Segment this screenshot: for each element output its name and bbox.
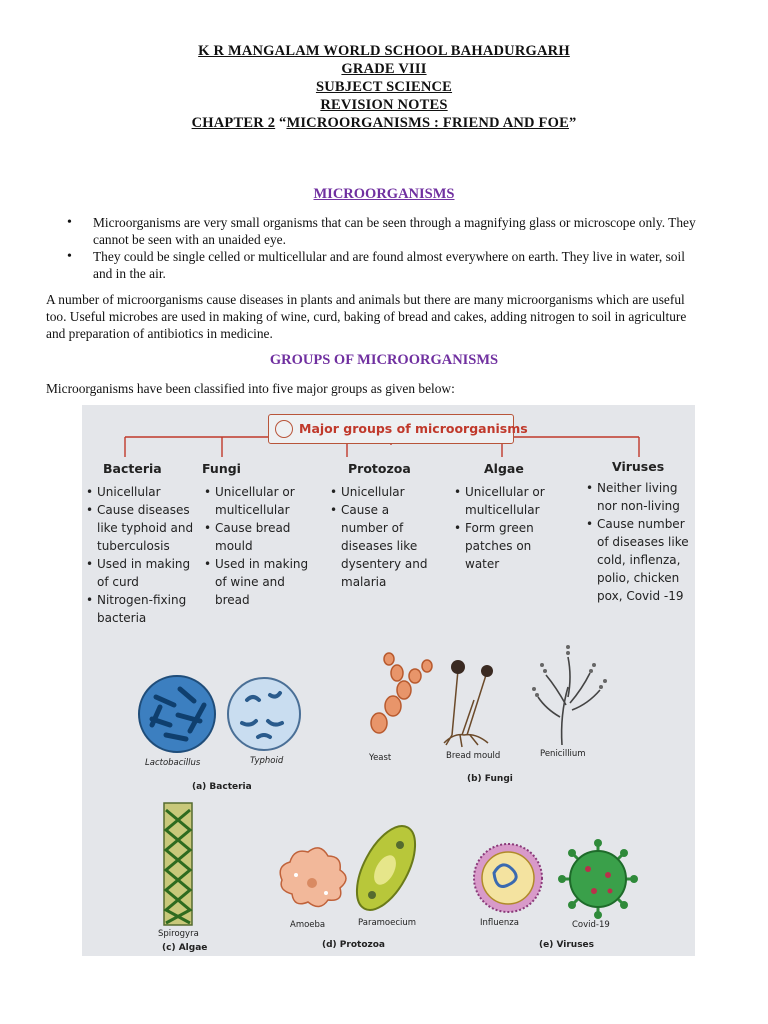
caption-bread-mould: Bread mould	[446, 751, 501, 761]
covid-illustration	[558, 839, 638, 919]
subcaption-viruses: (e) Viruses	[539, 940, 595, 950]
influenza-illustration	[474, 844, 542, 912]
group-item: • Unicellular or multicellular	[204, 483, 316, 519]
group-item: • Unicellular or multicellular	[454, 483, 566, 519]
caption-penicillium: Penicillium	[540, 749, 586, 759]
section-title-microorganisms: MICROORGANISMS	[313, 186, 455, 202]
yeast-illustration	[371, 653, 432, 733]
section-title-groups: GROUPS OF MICROORGANISMS	[269, 352, 499, 368]
group-item: • Used in making of curd	[86, 555, 198, 591]
subcaption-fungi: (b) Fungi	[467, 774, 513, 784]
group-list-viruses	[586, 479, 692, 605]
spirogyra-illustration	[164, 803, 192, 925]
group-list-bacteria	[86, 483, 198, 627]
group-name-bacteria: Bacteria	[103, 461, 162, 476]
chapter-quote-open: “	[275, 115, 287, 131]
figure-title-box	[268, 414, 528, 444]
bullet-list	[66, 214, 706, 282]
group-item: • Cause bread mould	[204, 519, 316, 555]
document-header	[0, 42, 768, 132]
group-name-fungi: Fungi	[202, 461, 241, 476]
groups-figure	[82, 405, 695, 956]
chapter-line	[0, 114, 768, 132]
magnifier-icon	[275, 420, 293, 438]
group-item: • Cause a number of diseases like dysentery and malaria	[330, 501, 438, 591]
caption-yeast: Yeast	[369, 753, 392, 763]
bullet-item: • Microorganisms are very small organisms that can be seen through a magnifying glass or microscope only. They cannot be seen with an unaided eye.	[66, 214, 706, 248]
subcaption-protozoa: (d) Protozoa	[322, 940, 385, 950]
chapter-title: MICROORGANISMS : FRIEND AND FOE	[286, 115, 569, 131]
lactobacillus-illustration	[139, 676, 215, 752]
typhoid-illustration	[228, 678, 300, 750]
school-name: K R MANGALAM WORLD SCHOOL BAHADURGARH	[198, 43, 570, 59]
intro-paragraph: Microorganisms have been classified into five major groups as given below:	[46, 381, 455, 396]
caption-influenza: Influenza	[480, 918, 519, 928]
group-item: • Unicellular	[86, 483, 198, 501]
group-item: • Neither living nor non-living	[586, 479, 692, 515]
subject-line: SUBJECT SCIENCE	[315, 79, 453, 95]
subcaption-algae: (c) Algae	[162, 943, 208, 953]
group-item: • Cause number of diseases like cold, inflenza, polio, chicken pox, Covid -19	[586, 515, 692, 605]
caption-covid: Covid-19	[572, 920, 610, 930]
amoeba-illustration	[280, 848, 346, 907]
group-name-viruses: Viruses	[612, 459, 665, 474]
group-list-fungi	[204, 483, 316, 609]
grade-line: GRADE VIII	[341, 61, 427, 77]
figure-title: Major groups of microorganisms	[299, 421, 528, 436]
chapter-prefix: CHAPTER 2	[191, 115, 276, 131]
group-item: • Nitrogen-fixing bacteria	[86, 591, 198, 627]
subcaption-bacteria: (a) Bacteria	[192, 782, 252, 792]
group-item: • Cause diseases like typhoid and tuberculosis	[86, 501, 198, 555]
group-name-protozoa: Protozoa	[348, 461, 411, 476]
notes-line: REVISION NOTES	[320, 97, 448, 113]
group-list-protozoa	[330, 483, 438, 591]
group-item: • Unicellular	[330, 483, 438, 501]
group-item: • Form green patches on water	[454, 519, 566, 573]
body-paragraph: A number of microorganisms cause diseases in plants and animals but there are many microorganisms which are useful too. Useful microbes are used in making of wine, curd, baking of bread and cakes, adding nitrogen to soil in agriculture and preparation of antibiotics in medicine.	[46, 292, 687, 341]
bread-mould-illustration	[444, 670, 488, 747]
group-item: • Used in making of wine and bread	[204, 555, 316, 609]
paramoecium-illustration	[345, 817, 427, 919]
caption-typhoid: Typhoid	[250, 756, 284, 766]
caption-spirogyra: Spirogyra	[158, 929, 199, 939]
group-list-algae	[454, 483, 566, 573]
caption-lactobacillus: Lactobacillus	[145, 758, 201, 768]
bullet-item: • They could be single celled or multicellular and are found almost everywhere on earth. They live in water, soil and in the air.	[66, 248, 706, 282]
chapter-quote-close: ”	[568, 115, 577, 131]
caption-paramoecium: Paramoecium	[358, 918, 417, 928]
caption-amoeba: Amoeba	[290, 920, 326, 930]
group-name-algae: Algae	[484, 461, 524, 476]
